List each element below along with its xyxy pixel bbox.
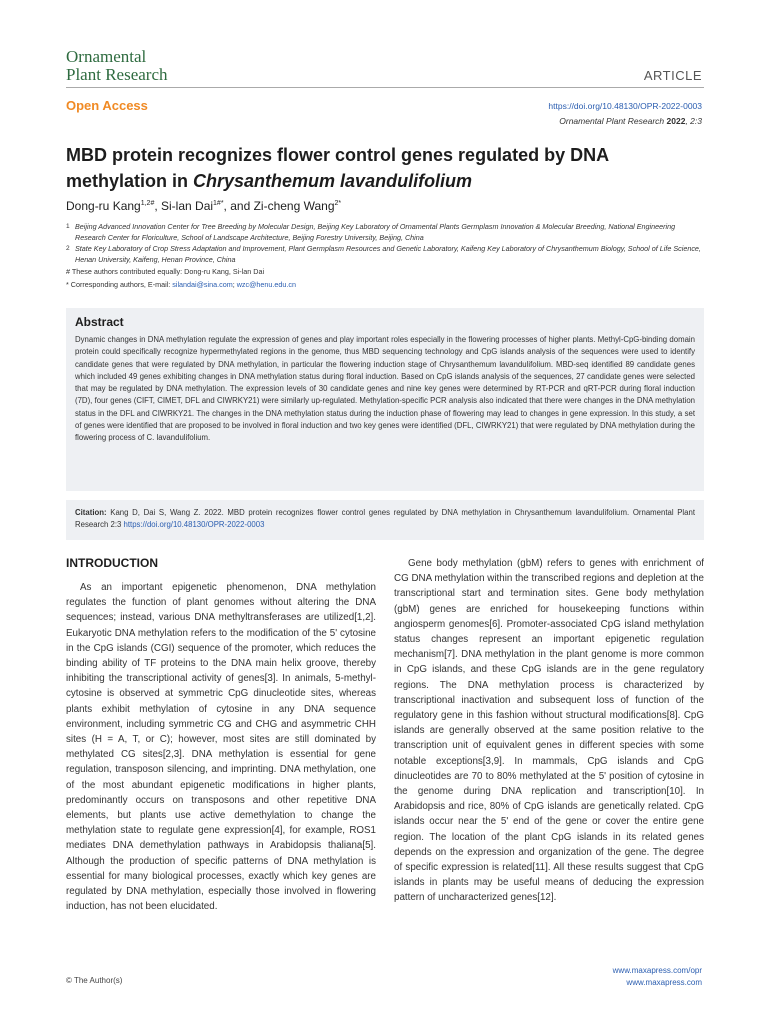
article-title [66,142,706,194]
footer-link[interactable]: www.maxapress.com/opr [612,966,702,975]
affiliation-number: 2 [66,245,70,252]
corresponding-authors-note [66,280,706,291]
affiliation-text: State Key Laboratory of Crop Stress Adaptation and Improvement, Plant Germplasm Resources and Genetic Laboratory, Kaifeng Key Laboratory of Chrysanthemum Biology, School of Life Science, Henan University, Kaifeng, Henan Province, China [75,244,701,264]
title-species: Chrysanthemum lavandulifolium [193,171,473,191]
journal-reference [559,116,702,126]
affiliation-text: Beijing Advanced Innovation Center for Tree Breeding by Molecular Design, Beijing Key Laboratory of Ornamental Plants Germplasm Innovation & Molecular Breeding, National Engineering Research Center for Floriculture, School of Landscape Architecture, Beijing Forestry University, Beijing, China [75,222,676,242]
abstract-box [66,308,704,491]
header-divider [66,87,704,88]
title-main: MBD protein recognizes flower control genes regulated by DNA methylation in [66,145,609,191]
author-affiliation-mark: 2* [334,200,342,207]
citation-doi-link[interactable]: https://doi.org/10.48130/OPR-2022-0003 [123,520,265,529]
citation-box [66,500,704,540]
email-link[interactable]: silandai@sina.com [172,279,233,289]
journal-volume: , 2:3 [685,116,702,126]
article-type-label: ARTICLE [643,68,702,83]
copyright-notice: © The Author(s) [66,976,123,985]
email-link[interactable]: wzc@henu.edu.cn [236,279,296,289]
right-column [394,556,704,906]
affiliation-number: 1 [66,223,70,230]
affiliation-item [66,244,706,265]
open-access-label: Open Access [66,98,148,113]
left-column [66,580,376,914]
affiliations [66,222,706,290]
author-name: , Si-lan Dai [154,199,214,213]
footer-links [613,965,702,989]
paragraph: Gene body methylation (gbM) refers to genes with enrichment of CG DNA methylation within the transcribed regions and depletion at the transcriptional start and termination sites. Gene body methylation (gbM) genes are enriched for housekeeping functions within angiosperm genomes[6]. Promoter-associated CpG island methylation status changes represent an important epigenetic regulation mechanism[7]. DNA methylation in the plant genome is more common in CpG islands, and these CpG islands are in the gene regulatory regions. The DNA methylation process is characterized by transcriptional inactivation and subsequent loss of function of the regulatory gene in this fashion without structural modifications[8]. CpG islands are generally observed at the same position relative to the transcription unit of equivalent genes in different species with some notable exceptions[3,9]. In mammals, CpG islands and CpG dinucleotides are 70 to 80% methylated at the 5' position of cytosine in the genome during DNA replication and transcription[10]. In Arabidopsis and rice, 80% of CpG islands are genetically related. CpG islands occur near the 5' end of the gene or cover the entire gene region. The location of the plant CpG islands in its related genes depends on the expression and organization of the gene. The degree of specific expression is related[11]. All these results suggest that CpG islands in plants may be useful means of deducing the expression pattern of uncharacterized genes[12]. [394,558,704,904]
citation-text: Kang D, Dai S, Wang Z. 2022. MBD protein recognizes flower control genes regulated by DNA methylation in Chrysanthemum lavandulifolium. Ornamental Plant Research 2:3 [75,508,695,529]
paragraph: As an important epigenetic phenomenon, DNA methylation regulates the function of plant genomes without altering the DNA sequences; instead, various DNA methyltransferases are utilized[1,2]. Eukaryotic DNA methylation refers to the modification of the 5' cytosine in the CpG islands (CGI) sequence of the promoter, which reduces the binding ability of TF proteins to the DNA main helix groove, thereby inhibiting the transcriptional activity of genes[3]. In animals, 5-methyl-cytosine is observed at symmetric CpG dinucleotide sites, whereas plants exhibit methylation of cytosine in any DNA sequence environment, including symmetric CG and CHG and asymmetric CHH sites (H = A, T, or C); however, most sites are still dominated by methylated CG sites[2,3]. DNA methylation is essential for gene regulation, transposon silencing, and imprinting. DNA methylation, one of the most abundant epigenetic modifications in higher plants, predominantly occurs on transposons and other repetitive DNA elements, but plants use active demethylation to change the methylation state to regulate gene expression[4], for example, ROS1 mediates DNA demethylation pathways in Arabidopsis thaliana[5]. Although the production of specific patterns of DNA methylation is essential for many biological processes, exactly which key genes are regulated by DNA methylation, especially those involved in flowering induction, has not been elucidated. [66,582,376,913]
journal-year: 2022 [666,116,686,126]
author-affiliation-mark: 1#* [213,200,224,207]
abstract-body: Dynamic changes in DNA methylation regulate the expression of genes and play important roles especially in the flowering processes of higher plants. Methyl-CpG-binding domain protein could specifically recognize hypermethylated regions in the genome, thus MBD sequencing technology and CpG islands analysis of the sequences were used to identify candidate genes that were regulated by DNA methylation, in particular the flowering induction stage of Chrysanthemum lavandulifolium. MBD-seq identified 89 candidate genes which included 49 genes exhibiting changes in DNA methylation status during floral induction. Based on CpG islands analysis of the sequences, 27 candidate genes were selected that may be regulated by DNA methylation. The expression levels of 30 candidate genes and nine key genes were determined by RT-PCR and qRT-PCR during floral induction (7D), four genes (CIFT, CIMET, DFL and CIWRKY21) were similarly up-regulated. Methylation-specific PCR analysis also indicated that there were changes in the DNA methylation status in the DFL and CIWRKY21. The changes in the DNA methylation status during the induction phase of flowering may lead to changes in gene expression. In this study, a set of genes were identified that are proposed to be involved in floral induction and two key genes were identified (DFL, CIWRKY21) that were regulated by DNA methylation during the flowering process of C. lavandulifolium. [75,335,695,443]
citation-label: Citation: [75,508,107,517]
journal-logo [66,48,168,84]
doi-link[interactable]: https://doi.org/10.48130/OPR-2022-0003 [548,101,702,111]
author-name: Dong-ru Kang [66,199,141,213]
abstract-heading: Abstract [75,315,124,329]
affiliation-item [66,222,706,243]
author-affiliation-mark: 1,2# [140,200,155,207]
author-list [66,199,341,213]
corresponding-prefix: * Corresponding authors, E-mail: [66,279,173,289]
journal-name: Ornamental Plant Research [559,116,665,126]
journal-logo-line1: Ornamental [66,47,147,66]
journal-logo-line2: Plant Research [66,65,168,84]
footer-link[interactable]: www.maxapress.com [626,978,702,987]
author-name: , and Zi-cheng Wang [223,199,335,213]
email-separator: ; [232,279,237,289]
introduction-heading: INTRODUCTION [66,556,158,570]
equal-contribution-note: # These authors contributed equally: Dong-ru Kang, Si-lan Dai [66,267,265,276]
